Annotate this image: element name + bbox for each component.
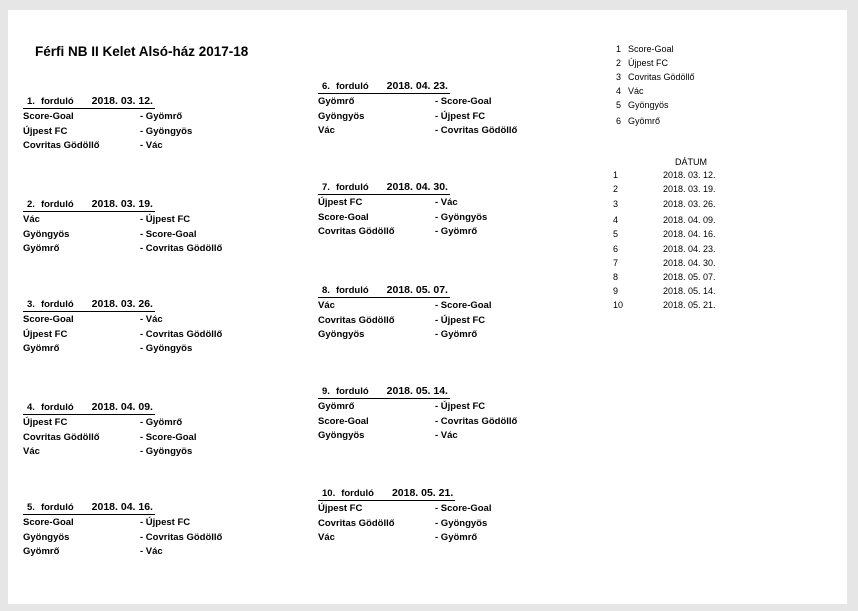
match-row (318, 328, 618, 343)
round-number: 2. (27, 199, 35, 210)
team-number: 1 (616, 44, 622, 54)
match-row (23, 213, 323, 228)
away-team: - Újpest FC (140, 517, 191, 528)
date-value: 2018. 04. 16. (663, 229, 716, 239)
match-row (318, 502, 618, 517)
match-row (318, 124, 618, 139)
away-team: - Covritas Gödöllő (435, 415, 518, 427)
away-team: - Gyöngyös (140, 125, 193, 137)
home-team: Vác (23, 214, 40, 225)
date-round-number: 4 (613, 215, 619, 225)
round-number: 8. (322, 285, 330, 296)
away-team: - Score-Goal (435, 96, 492, 107)
round-block (318, 80, 618, 139)
match-row (318, 400, 618, 415)
home-team: Újpest FC (23, 125, 68, 137)
away-team: - Gyömrő (435, 226, 478, 237)
round-date: 2018. 04. 09. (91, 401, 153, 413)
round-header (23, 401, 155, 415)
team-list-item (616, 56, 695, 70)
team-number: 3 (616, 72, 622, 82)
round-word: forduló (341, 488, 374, 499)
round-word: forduló (335, 81, 369, 92)
round-date: 2018. 03. 12. (91, 95, 153, 107)
round-block (318, 385, 618, 444)
date-round-number: 6 (613, 244, 619, 254)
match-row (318, 95, 618, 110)
home-team: Covritas Gödöllő (318, 314, 395, 326)
away-team: - Gyömrő (435, 329, 478, 340)
round-block (23, 501, 323, 560)
date-table-header: DÁTUM (675, 157, 707, 167)
match-row (23, 328, 323, 343)
away-team: - Újpest FC (435, 401, 486, 412)
date-value: 2018. 04. 23. (663, 244, 716, 254)
date-round-number: 2 (613, 184, 619, 194)
home-team: Score-Goal (318, 415, 369, 427)
round-date: 2018. 04. 23. (386, 80, 448, 92)
date-round-number: 3 (613, 199, 619, 209)
team-name: Gyömrő (628, 116, 661, 126)
match-row (318, 415, 618, 430)
away-team: - Covritas Gödöllő (140, 531, 223, 543)
away-team: - Újpest FC (140, 214, 191, 225)
round-block (318, 284, 618, 343)
match-row (23, 110, 323, 125)
round-block (23, 401, 323, 460)
date-round-number: 1 (613, 170, 619, 180)
match-row (23, 125, 323, 140)
home-team: Gyöngyös (318, 110, 365, 122)
team-name: Gyöngyös (628, 100, 669, 110)
match-row (23, 313, 323, 328)
home-team: Score-Goal (23, 111, 74, 122)
round-number: 5. (27, 502, 35, 513)
round-word: forduló (335, 386, 369, 397)
match-row (318, 211, 618, 226)
away-team: - Gyöngyös (140, 446, 193, 457)
team-name: Vác (628, 86, 644, 96)
date-value: 2018. 04. 09. (663, 215, 716, 225)
round-header (23, 501, 155, 515)
home-team: Vác (318, 532, 335, 543)
match-row (23, 445, 323, 460)
home-team: Vác (318, 125, 335, 136)
round-header (318, 181, 450, 195)
round-word: forduló (335, 285, 369, 296)
away-team: - Score-Goal (140, 431, 197, 443)
away-team: - Gyömrő (435, 532, 478, 543)
team-number: 4 (616, 86, 622, 96)
away-team: - Covritas Gödöllő (140, 243, 223, 254)
match-row (23, 531, 323, 546)
away-team: - Gyömrő (140, 111, 183, 122)
round-number: 4. (27, 402, 35, 413)
round-block (318, 487, 618, 546)
match-row (318, 110, 618, 125)
home-team: Újpest FC (23, 417, 68, 428)
round-date: 2018. 03. 19. (91, 198, 153, 210)
team-number: 5 (616, 100, 622, 110)
team-list-item (616, 114, 695, 128)
round-date: 2018. 03. 26. (91, 298, 153, 310)
away-team: - Gyöngyös (435, 517, 488, 529)
team-list-item (616, 84, 695, 98)
round-date: 2018. 05. 14. (386, 385, 448, 397)
match-row (318, 531, 618, 546)
home-team: Gyömrő (23, 343, 60, 354)
date-value: 2018. 04. 30. (663, 258, 716, 268)
away-team: - Gyömrő (140, 417, 183, 428)
round-block (318, 181, 618, 240)
home-team: Score-Goal (23, 517, 74, 528)
match-row (318, 429, 618, 444)
home-team: Gyömrő (318, 401, 355, 412)
home-team: Gyömrő (23, 546, 60, 557)
match-row (23, 228, 323, 243)
round-word: forduló (335, 182, 369, 193)
round-date: 2018. 05. 21. (391, 487, 454, 499)
round-number: 10. (322, 488, 336, 499)
match-row (23, 516, 323, 531)
team-name: Covritas Gödöllő (628, 72, 695, 82)
team-list (616, 42, 695, 128)
match-row (23, 342, 323, 357)
round-header (318, 80, 450, 94)
date-value: 2018. 03. 12. (663, 170, 716, 180)
away-team: - Újpest FC (435, 314, 486, 326)
round-word: forduló (40, 502, 74, 513)
team-list-item (616, 98, 695, 112)
away-team: - Gyöngyös (140, 343, 193, 354)
round-header (23, 95, 155, 109)
home-team: Gyöngyös (318, 430, 365, 441)
team-list-item (616, 70, 695, 84)
page-title: Férfi NB II Kelet Alsó-ház 2017-18 (35, 44, 249, 59)
round-date: 2018. 04. 16. (91, 501, 153, 513)
home-team: Vác (23, 446, 40, 457)
round-header (23, 198, 155, 212)
round-block (23, 95, 323, 154)
away-team: - Vác (435, 430, 458, 441)
round-word: forduló (40, 402, 74, 413)
round-header (318, 385, 450, 399)
round-number: 6. (322, 81, 330, 92)
round-word: forduló (40, 299, 74, 310)
home-team: Újpest FC (318, 503, 363, 514)
home-team: Score-Goal (23, 314, 74, 325)
date-value: 2018. 05. 07. (663, 272, 716, 282)
round-word: forduló (40, 199, 74, 210)
home-team: Újpest FC (23, 328, 68, 340)
team-number: 2 (616, 58, 622, 68)
away-team: - Vác (140, 314, 163, 325)
away-team: - Covritas Gödöllő (435, 125, 518, 136)
round-date: 2018. 04. 30. (386, 181, 448, 193)
home-team: Vác (318, 300, 335, 311)
round-number: 3. (27, 299, 35, 310)
home-team: Gyömrő (23, 243, 60, 254)
away-team: - Vác (140, 546, 163, 557)
match-row (318, 299, 618, 314)
round-block (23, 298, 323, 357)
date-round-number: 5 (613, 229, 619, 239)
home-team: Covritas Gödöllő (318, 517, 395, 529)
match-row (23, 242, 323, 257)
home-team: Covritas Gödöllő (318, 226, 395, 237)
match-row (23, 416, 323, 431)
match-row (318, 196, 618, 211)
round-header (23, 298, 155, 312)
home-team: Score-Goal (318, 211, 369, 223)
round-date: 2018. 05. 07. (386, 284, 448, 296)
away-team: - Score-Goal (435, 503, 492, 514)
match-row (23, 431, 323, 446)
away-team: - Vác (140, 140, 163, 151)
team-name: Score-Goal (628, 44, 674, 54)
match-row (23, 545, 323, 560)
round-header (318, 487, 455, 501)
home-team: Gyöngyös (23, 531, 70, 543)
away-team: - Covritas Gödöllő (140, 328, 223, 340)
date-round-number: 10 (613, 300, 624, 310)
round-word: forduló (40, 96, 74, 107)
away-team: - Gyöngyös (435, 211, 488, 223)
team-name: Újpest FC (628, 58, 669, 68)
round-number: 9. (322, 386, 330, 397)
home-team: Gyöngyös (23, 228, 70, 240)
team-number: 6 (616, 116, 622, 126)
round-block (23, 198, 323, 257)
match-row (318, 225, 618, 240)
date-value: 2018. 03. 19. (663, 184, 716, 194)
round-number: 1. (27, 96, 35, 107)
date-value: 2018. 05. 21. (663, 300, 716, 310)
home-team: Újpest FC (318, 197, 363, 208)
away-team: - Vác (435, 197, 458, 208)
date-round-number: 8 (613, 272, 619, 282)
round-number: 7. (322, 182, 330, 193)
match-row (23, 139, 323, 154)
match-row (318, 314, 618, 329)
round-header (318, 284, 450, 298)
away-team: - Újpest FC (435, 110, 486, 122)
away-team: - Score-Goal (140, 228, 197, 240)
away-team: - Score-Goal (435, 300, 492, 311)
date-value: 2018. 03. 26. (663, 199, 716, 209)
home-team: Covritas Gödöllő (23, 140, 100, 151)
date-value: 2018. 05. 14. (663, 286, 716, 296)
match-row (318, 517, 618, 532)
date-round-number: 7 (613, 258, 619, 268)
home-team: Gyöngyös (318, 329, 365, 340)
date-round-number: 9 (613, 286, 619, 296)
team-list-item (616, 42, 695, 56)
home-team: Covritas Gödöllő (23, 431, 100, 443)
home-team: Gyömrő (318, 96, 355, 107)
